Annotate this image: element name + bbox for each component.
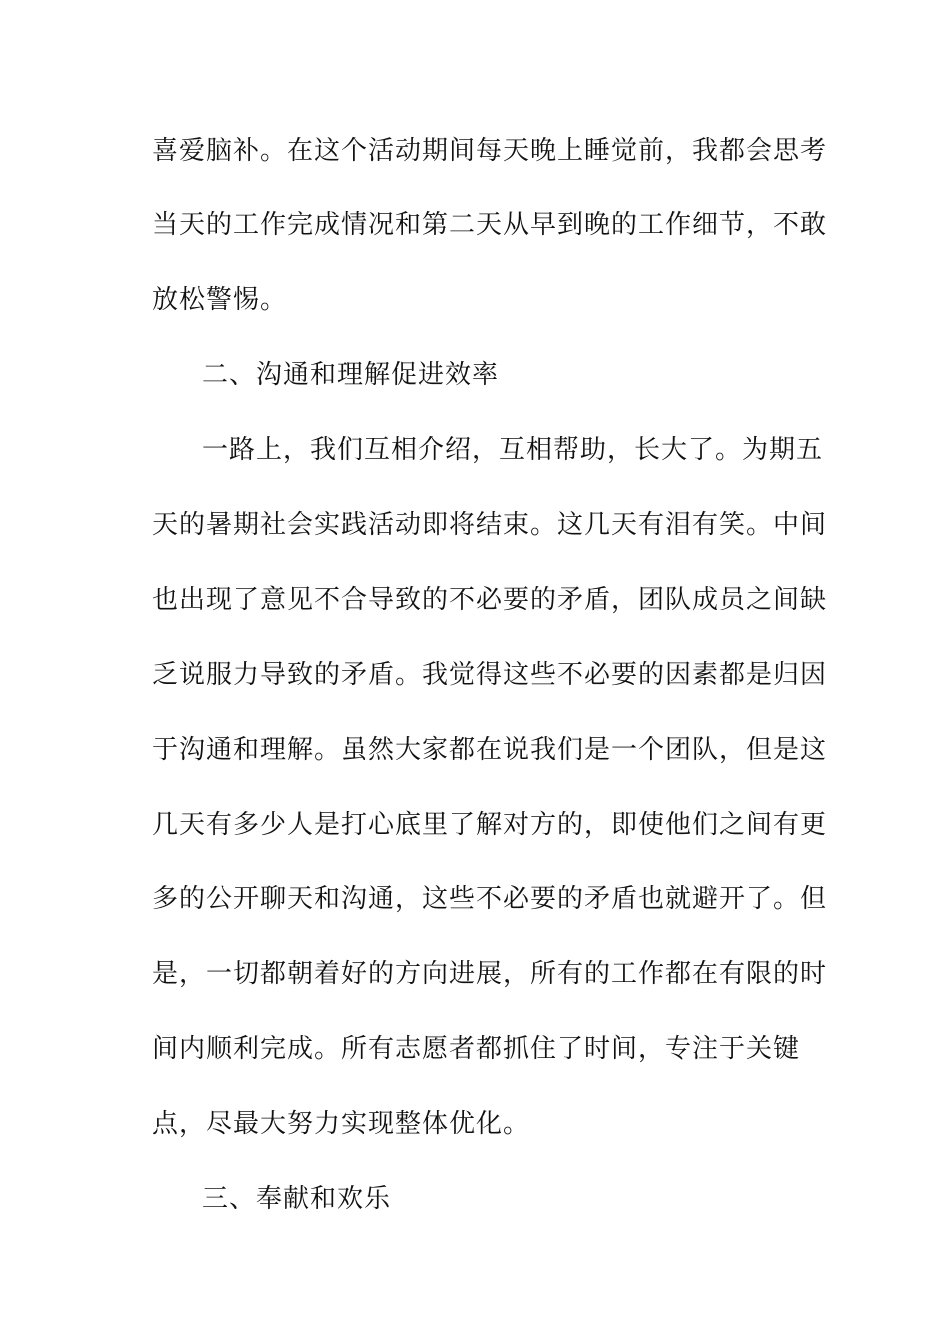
section-heading: 二、沟通和理解促进效率 <box>202 360 500 390</box>
paragraph-line: 是，一切都朝着好的方向进展，所有的工作都在有限的时 <box>152 959 828 989</box>
paragraph-line: 多的公开聊天和沟通，这些不必要的矛盾也就避开了。但 <box>152 884 828 914</box>
paragraph-line: 点，尽最大努力实现整体优化。 <box>152 1109 531 1139</box>
paragraph-line: 间内顺利完成。所有志愿者都抓住了时间，专注于关键 <box>152 1034 801 1064</box>
paragraph-line: 也出现了意见不合导致的不必要的矛盾，团队成员之间缺 <box>152 585 828 615</box>
paragraph-line: 放松警惕。 <box>152 285 288 315</box>
paragraph-line: 几天有多少人是打心底里了解对方的，即使他们之间有更 <box>152 810 828 840</box>
paragraph-line: 当天的工作完成情况和第二天从早到晚的工作细节，不敢 <box>152 210 828 240</box>
paragraph-line: 一路上，我们互相介绍，互相帮助，长大了。为期五 <box>202 435 824 465</box>
section-heading: 三、奉献和欢乐 <box>202 1184 392 1214</box>
paragraph-line: 喜爱脑补。在这个活动期间每天晚上睡觉前，我都会思考 <box>152 136 828 166</box>
paragraph-line: 于沟通和理解。虽然大家都在说我们是一个团队，但是这 <box>152 735 828 765</box>
paragraph-line: 天的暑期社会实践活动即将结束。这几天有泪有笑。中间 <box>152 510 828 540</box>
paragraph-line: 乏说服力导致的矛盾。我觉得这些不必要的因素都是归因 <box>152 660 828 690</box>
